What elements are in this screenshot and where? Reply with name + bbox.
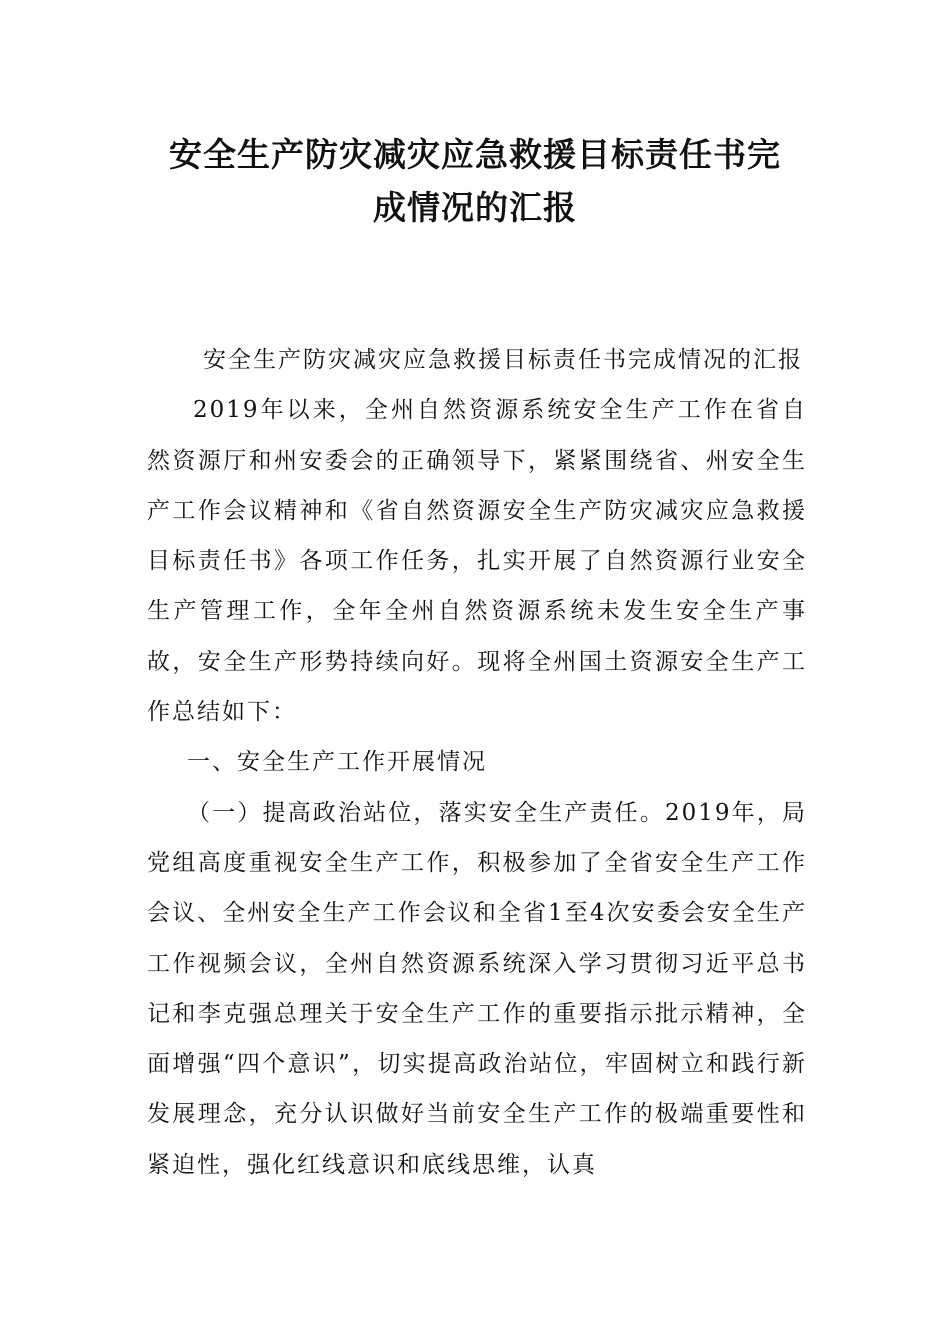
title-line-2: 成情况的汇报 — [373, 188, 577, 227]
paragraph-section-1: （一）提高政治站位，落实安全生产责任。2019年，局党组高度重视安全生产工作，积极参加了全省安全生产工作会议、全州安全生产工作会议和全省1至4次安委会安全生产工作视频会议，全州自然资源系统深入学习贯彻习近平总书记和李克强总理关于安全生产工作的重要指示批示精神，全面增强“四个意识”，切实提高政治站位，牢固树立和践行新发展理念，充分认识做好当前安全生产工作的极端重要性和紧迫性，强化红线意识和底线思维，认真 — [147, 799, 807, 1178]
title-line-1: 安全生产防灾减灾应急救援目标责任书完 — [169, 135, 781, 174]
document-body — [147, 335, 807, 1190]
section-heading: 一、安全生产工作开展情况 — [187, 749, 487, 776]
paragraph-intro: 2019年以来，全州自然资源系统安全生产工作在省自然资源厅和州安委会的正确领导下，紧紧围绕省、州安全生产工作会议精神和《省自然资源安全生产防灾减灾应急救援目标责任书》各项工作任务，扎实开展了自然资源行业安全生产管理工作，全年全州自然资源系统未发生安全生产事故，安全生产形势持续向好。现将全州国土资源安全生产工作总结如下： — [147, 397, 807, 726]
document-title — [110, 128, 840, 234]
paragraph-subtitle: 安全生产防灾减灾应急救援目标责任书完成情况的汇报 — [203, 347, 803, 373]
